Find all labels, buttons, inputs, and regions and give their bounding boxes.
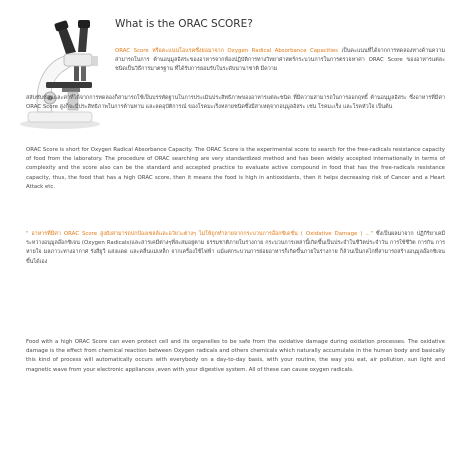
thai-oxidative-highlight: " อาหารที่มีค่า ORAC Score สูงยังสามารถปกป้องเซลล์และอวัยวะต่างๆ ไม่ให้ถูกทำลายจากกระบวนการอ๊อกซิเดชั่น ( Oxidative Damage ) ..." [26,231,373,237]
thai-intro-paragraph [115,47,445,75]
microscope-icon [8,8,110,132]
thai-oxidative-text: ซึ่งเป็นผลมาจาก ปฏิกิริยาเคมีระหว่างอนุมูลอ๊อกซิเจน (Oxygen Radicals)และสารเคมีต่างๆที่สะสมอยู่ตาม ธรรมชาติภายในร่างกาย กระบวนการเหล่านี้เกิดขึ้นเป็นประจำในชีวิตประจำวัน การใช้ชีวิต การกิน การหายใจ มลภาวะทางอากาศ รังสียูวี แสงแดด และคลื่นแม่เหล็ก จากเครื่องใช้ไฟฟ้า แม้แต่กระบวนการย่อยอาหารก็เกิดขึ้นภายในร่างกาย ก็ล้วนเป็นกลไกที่สามารถสร้างอนุมูลอ๊อกซิเจนขึ้นได้เอง [26,231,445,265]
thai-intro-highlight: ORAC Score หรือคะแนนโอแรคซึ่งย่อมาจาก Oxygen Radical Absorbance Capacities [115,48,338,54]
english-oxidative-paragraph: Food with a high ORAC Score can even protect cell and its organelles to be safe from the oxidative damage during oxidation processes. The oxidative damage is the effect from chemical reaction between Oxygen radicals and others chemicals which naturally accumulate in the human body and basically this kind of process will automatically occurs with everybody on a day-to-day basis, with your routine, the way you eat, air pollution, sun light and magnetic wave from your electronic appliances ,even with your digestive system. All of these can cause oxygen radicals. [26,339,445,373]
thai-oxidative-paragraph [26,230,445,267]
thai-intro-continuation: สลับซับซ้อนและค่าที่ได้จากการทดลองก็สามารถใช้เป็นบรรทัดฐานในการประเมินประสิทธิภาพของอาหารแต่ละชนิด ที่มีความสามารถในการออกฤทธิ์ ต้านอนุมูลอิสระ ซึ่งอาหารที่มีค่า ORAC Score สูงก็จะมีประสิทธิภาพในการต้านทาน และลดอุบัติการณ์ ของโรคมะเร็งหลายชนิดซึ่งมีสาเหตุจากอนุมูลอิสระ เช่น โรคมะเร็ง และโรคหัวใจ เป็นต้น [26,95,445,111]
thai-intro-text: เป็นคะแนนที่ได้จากการทดลองทางด้านความสามารถในการ ต้านอนุมูลอิสระของอาหารจากห้องปฏิบัติการทางวิทยาศาสตร์กระบวนการในการตรวจหาค่า ORAC Score ของอาหารแต่ละชนิดเป็นวิธีการมาตรฐาน ที่ได้รับการยอมรับในระดับนานาชาติ มีความ [115,48,445,73]
page-title: What is the ORAC SCORE? [115,18,253,30]
english-intro-paragraph: ORAC Score is short for Oxygen Radical Absorbance Capacity. The ORAC Score is the experimental score to search for the free-radicals resistance capacity of food from the laboratory. The procedure of ORAC searching are very standardized method and has been widely accepted internationally in terms of complexity and the score also can be the standard and accepted practice to evaluate active compound in food that has the free-radicals resistance capacity, thus, the food that has a high ORAC score, then it means the food is high in antioxidants, then it helps decreasing risk of Cancer and a Heart Attack etc. [26,147,445,190]
